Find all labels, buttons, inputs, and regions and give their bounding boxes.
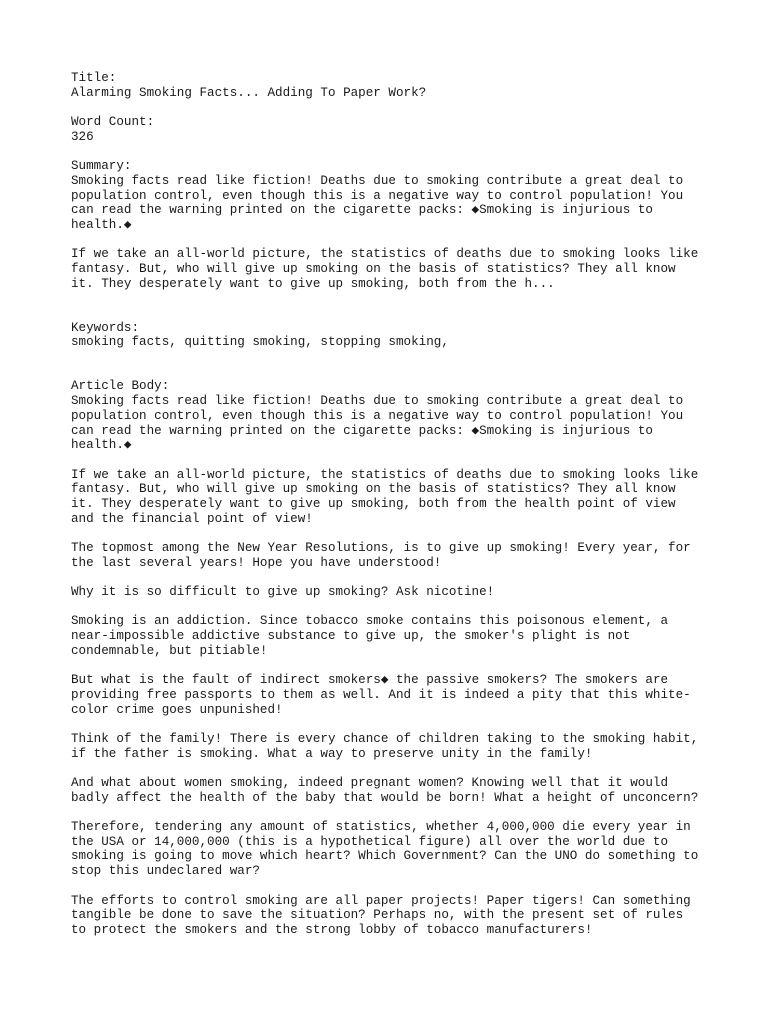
document-page — [71, 71, 731, 938]
article-body-section — [71, 394, 731, 937]
body-paragraph — [71, 732, 731, 761]
body-line: The efforts to control smoking are all paper projects! Paper tigers! Can something — [71, 893, 691, 908]
word-count-label: Word Count: — [71, 115, 155, 130]
summary-line: health.◆ — [71, 217, 132, 232]
keywords-value: smoking facts, quitting smoking, stopping smoking, — [71, 335, 449, 350]
body-line: color crime goes unpunished! — [71, 702, 283, 717]
summary-paragraph — [71, 247, 731, 291]
summary-line: If we take an all-world picture, the statistics of deaths due to smoking looks like — [71, 247, 699, 262]
body-paragraph — [71, 776, 731, 805]
body-paragraph — [71, 614, 731, 658]
summary-section — [71, 174, 731, 292]
body-paragraph — [71, 541, 731, 570]
body-line: stop this undeclared war? — [71, 864, 260, 879]
body-line: Why it is so difficult to give up smoking? Ask nicotine! — [71, 585, 495, 600]
body-line: fantasy. But, who will give up smoking on the basis of statistics? They all know — [71, 482, 676, 497]
title-label: Title: — [71, 71, 117, 85]
body-line: But what is the fault of indirect smokers◆ the passive smokers? The smokers are — [71, 673, 669, 688]
article-title: Alarming Smoking Facts... Adding To Paper Work? — [71, 85, 427, 100]
summary-line: Smoking facts read like fiction! Deaths due to smoking contribute a great deal to — [71, 173, 684, 188]
body-line: badly affect the health of the baby that would be born! What a height of unconcern? — [71, 790, 699, 805]
body-paragraph — [71, 820, 731, 879]
body-line: Think of the family! There is every chance of children taking to the smoking habit, — [71, 731, 699, 746]
body-line: it. They desperately want to give up smoking, both from the health point of view — [71, 496, 676, 511]
body-line: to protect the smokers and the strong lobby of tobacco manufacturers! — [71, 922, 593, 937]
document-text — [71, 71, 731, 938]
body-line: population control, even though this is a negative way to control population! You — [71, 408, 684, 423]
summary-paragraph — [71, 174, 731, 233]
body-line: providing free passports to them as well. And it is indeed a pity that this white- — [71, 687, 691, 702]
summary-label: Summary: — [71, 159, 132, 174]
keywords-label: Keywords: — [71, 320, 140, 335]
body-line: Therefore, tendering any amount of statistics, whether 4,000,000 die every year in — [71, 820, 691, 835]
summary-line: can read the warning printed on the cigarette packs: ◆Smoking is injurious to — [71, 203, 653, 218]
body-line: Smoking facts read like fiction! Deaths due to smoking contribute a great deal to — [71, 394, 684, 409]
body-line: Smoking is an addiction. Since tobacco smoke contains this poisonous element, a — [71, 614, 669, 629]
summary-line: fantasy. But, who will give up smoking on the basis of statistics? They all know — [71, 261, 676, 276]
body-line: The topmost among the New Year Resolutions, is to give up smoking! Every year, for — [71, 541, 691, 555]
body-paragraph — [71, 585, 731, 600]
body-line: And what about women smoking, indeed pregnant women? Knowing well that it would — [71, 776, 669, 790]
body-line: if the father is smoking. What a way to preserve unity in the family! — [71, 746, 593, 761]
body-line: condemnable, but pitiable! — [71, 643, 268, 658]
body-paragraph — [71, 673, 731, 717]
body-line: If we take an all-world picture, the statistics of deaths due to smoking looks like — [71, 467, 699, 482]
body-paragraph — [71, 894, 731, 938]
body-paragraph — [71, 468, 731, 527]
body-line: health.◆ — [71, 438, 132, 453]
body-line: tangible be done to save the situation? Perhaps no, with the present set of rules — [71, 908, 684, 923]
body-line: the USA or 14,000,000 (this is a hypothetical figure) all over the world due to — [71, 834, 669, 849]
summary-line: population control, even though this is a negative way to control population! You — [71, 188, 684, 203]
summary-line: it. They desperately want to give up smoking, both from the h... — [71, 276, 555, 291]
body-line: the last several years! Hope you have understood! — [71, 555, 442, 570]
word-count-value: 326 — [71, 129, 94, 144]
body-line: and the financial point of view! — [71, 511, 313, 526]
body-line: near-impossible addictive substance to give up, the smoker's plight is not — [71, 629, 631, 644]
body-paragraph — [71, 394, 731, 453]
body-line: can read the warning printed on the cigarette packs: ◆Smoking is injurious to — [71, 423, 653, 438]
body-line: smoking is going to move which heart? Which Government? Can the UNO do something to — [71, 849, 699, 864]
article-body-label: Article Body: — [71, 379, 170, 394]
